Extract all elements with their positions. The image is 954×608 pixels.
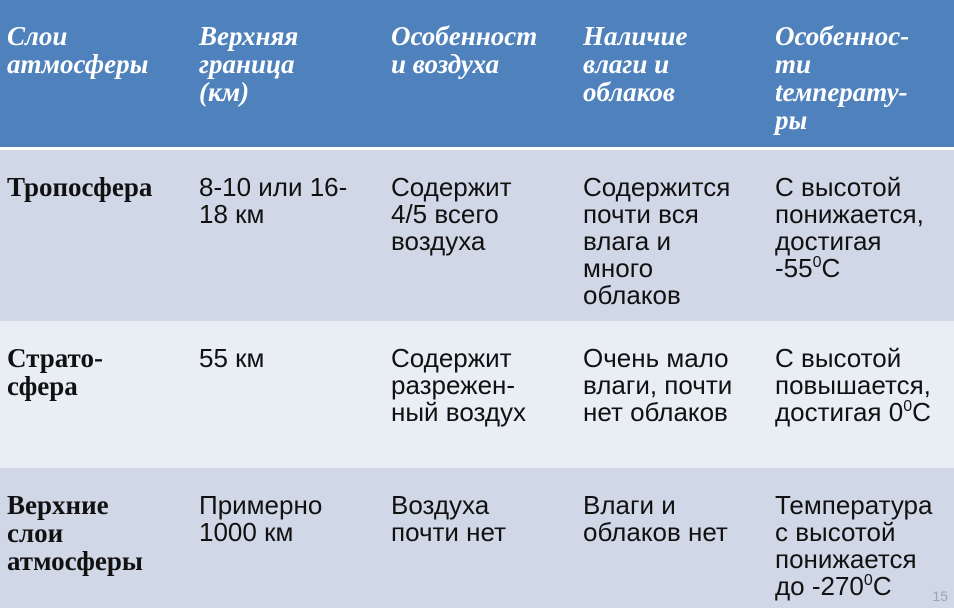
degree-superscript: 0: [903, 398, 913, 415]
table-row: [0, 321, 954, 468]
header-upper-boundary: Верхняя граница (км): [192, 0, 384, 148]
upper-boundary-cell: 8-10 или 16- 18 км: [192, 148, 384, 321]
degree-superscript: 0: [863, 572, 873, 589]
temperature-cell: [768, 148, 954, 321]
temperature-unit: С: [872, 571, 892, 601]
header-moisture-clouds: Наличие влаги и облаков: [576, 0, 768, 148]
layer-name: Страто- сфера: [0, 321, 192, 468]
table-header-row: [0, 0, 954, 148]
temperature-cell: [768, 321, 954, 468]
header-temperature-features: Особеннос- ти tемперату- ры: [768, 0, 954, 148]
upper-boundary-cell: Примерно 1000 км: [192, 468, 384, 608]
page-number: 15: [932, 588, 948, 604]
moisture-cell: Влаги и облаков нет: [576, 468, 768, 608]
temperature-unit: С: [912, 397, 931, 427]
moisture-cell: Очень мало влаги, почти нет облаков: [576, 321, 768, 468]
header-air-features: Особенност и воздуха: [384, 0, 576, 148]
header-layers: Слои атмосферы: [0, 0, 192, 148]
layer-name: Верхние слои атмосферы: [0, 468, 192, 608]
air-features-cell: Содержит разрежен- ный воздух: [384, 321, 576, 468]
air-features-cell: Воздуха почти нет: [384, 468, 576, 608]
table-row: [0, 148, 954, 321]
temperature-unit: С: [821, 252, 841, 283]
degree-superscript: 0: [812, 253, 822, 271]
temperature-text: С высотой повышается, достигая 0: [775, 343, 931, 427]
temperature-cell: [768, 468, 954, 608]
table-row: [0, 468, 954, 608]
moisture-cell: Содержится почти вся влага и много облаков: [576, 148, 768, 321]
air-features-cell: Содержит 4/5 всего воздуха: [384, 148, 576, 321]
temperature-text: Температура с высотой понижается до -270: [775, 490, 933, 601]
temperature-text: С высотой понижается, достигая -55: [775, 171, 924, 283]
layer-name: Тропосфера: [0, 148, 192, 321]
upper-boundary-cell: 55 км: [192, 321, 384, 468]
